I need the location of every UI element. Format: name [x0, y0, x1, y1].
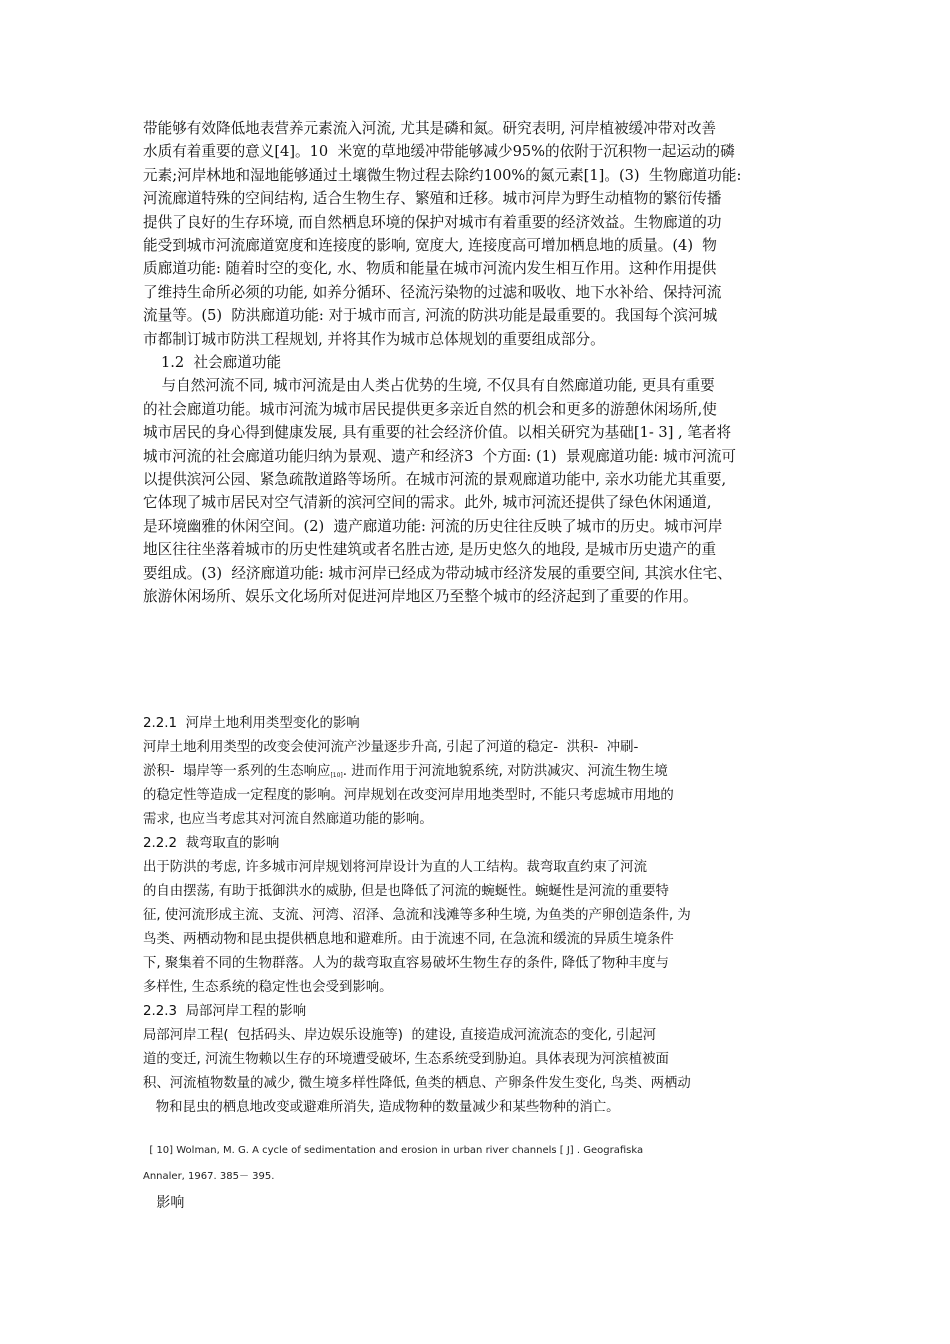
text-line: 提供了良好的生存环境, 而自然栖息环境的保护对城市有着重要的经济效益。生物廊道的功: [143, 213, 722, 231]
local-works-section: [143, 1000, 823, 1120]
text-line: 河流廊道特殊的空间结构, 适合生物生存、繁殖和迁移。城市河岸为野生动植物的繁衍传播: [143, 190, 722, 208]
text-line: 城市居民的身心得到健康发展, 具有重要的社会经济价值。以相关研究为基础[1- 3] , 笔者将: [143, 424, 732, 442]
text-line: 带能够有效降低地表营养元素流入河流, 尤其是磷和氮。研究表明, 河岸植被缓冲带对改善: [143, 120, 717, 137]
text-line: 以提供滨河公园、紧急疏散道路等场所。在城市河流的景观廊道功能中, 亲水功能尤其重要,: [143, 470, 727, 488]
social-corridor-section: [143, 351, 823, 608]
text-line: 需求, 也应当考虑其对河流自然廊道功能的影响。: [143, 812, 433, 827]
trailing-text: 影响: [143, 1195, 185, 1211]
text-line: 质廊道功能: 随着时空的变化, 水、物质和能量在城市河流内发生相互作用。这种作用提供: [143, 260, 717, 278]
reference-line: Annaler, 1967. 385－ 395.: [143, 1171, 275, 1182]
section-heading: 2.2.1 河岸土地利用类型变化的影响: [143, 716, 360, 731]
text-line: 流量等。(5) 防洪廊道功能: 对于城市而言, 河流的防洪功能是最重要的。我国每个滨河城: [143, 307, 718, 325]
text-line: 道的变迁, 河流生物赖以生存的环境遭受破坏, 生态系统受到胁迫。具体表现为河滨植被面: [143, 1052, 669, 1067]
text-line: 的自由摆荡, 有助于抵御洪水的威胁, 但是也降低了河流的蜿蜒性。蜿蜒性是河流的重要特: [143, 884, 669, 899]
straightening-section: [143, 832, 823, 1000]
section-heading: 1.2 社会廊道功能: [161, 354, 282, 371]
text-line: 地区往往坐落着城市的历史性建筑或者名胜古迹, 是历史悠久的地段, 是城市历史遗产的重: [143, 541, 717, 559]
text-line: 了维持生命所必须的功能, 如养分循环、径流污染物的过滤和吸收、地下水补给、保持河流: [143, 283, 722, 301]
text-fragment: 淤积- 塌岸等一系列的生态响应: [143, 764, 331, 779]
text-line: 下, 聚集着不同的生物群落。人为的裁弯取直容易破坏生物生存的条件, 降低了物种丰度与: [143, 956, 669, 971]
text-fragment: . 进而作用于河流地貌系统, 对防洪减灾、河流生物生境: [342, 764, 668, 779]
text-line: 局部河岸工程( 包括码头、岸边娱乐设施等) 的建设, 直接造成河流流态的变化, 引起河: [143, 1028, 657, 1043]
intro-paragraph: [143, 117, 823, 351]
text-line: 鸟类、两栖动物和昆虫提供栖息地和避难所。由于流速不同, 在急流和缓流的异质生境条件: [143, 932, 674, 947]
text-line: 与自然河流不同, 城市河流是由人类占优势的生境, 不仅具有自然廊道功能, 更具有重要: [143, 377, 715, 395]
text-line: 多样性, 生态系统的稳定性也会受到影响。: [143, 980, 393, 995]
land-use-section: [143, 712, 823, 832]
text-line: 旅游休闲场所、娱乐文化场所对促进河岸地区乃至整个城市的经济起到了重要的作用。: [143, 587, 698, 605]
text-line: [143, 760, 823, 784]
text-line: 河岸土地利用类型的改变会使河流产沙量逐步升高, 引起了河道的稳定- 洪积- 冲刷-: [143, 740, 639, 755]
text-line: 水质有着重要的意义[4]。10 米宽的草地缓冲带能够减少95%的依附于沉积物一起运动的磷: [143, 143, 735, 161]
section-heading: 2.2.3 局部河岸工程的影响: [143, 1004, 307, 1019]
citation-marker: [10]: [330, 772, 343, 779]
text-line: 它体现了城市居民对空气清新的滨河空间的需求。此外, 城市河流还提供了绿色休闲通道,: [143, 494, 712, 512]
text-line: 出于防洪的考虑, 许多城市河岸规划将河岸设计为直的人工结构。裁弯取直约束了河流: [143, 860, 647, 875]
text-line: 积、河流植物数量的减少, 微生境多样性降低, 鱼类的栖息、产卵条件发生变化, 鸟类、两栖动: [143, 1076, 691, 1091]
text-line: 城市河流的社会廊道功能归纳为景观、遗产和经济3 个方面: (1) 景观廊道功能: 城市河流可: [143, 447, 737, 465]
reference-line: [ 10] Wolman, M. G. A cycle of sedimentation and erosion in urban river channels [ J] . Geografiska: [143, 1145, 644, 1156]
text-line: 物和昆虫的栖息地改变或避难所消失, 造成物种的数量减少和某些物种的消亡。: [143, 1100, 620, 1115]
footnote-area: [143, 1138, 823, 1216]
text-line: 能受到城市河流廊道宽度和连接度的影响, 宽度大, 连接度高可增加栖息地的质量。(4) 物: [143, 236, 717, 254]
text-line: 的社会廊道功能。城市河流为城市居民提供更多亲近自然的机会和更多的游憩休闲场所,使: [143, 400, 717, 418]
text-line: 是环境幽雅的休闲空间。(2) 遗产廊道功能: 河流的历史往往反映了城市的历史。城市河岸: [143, 517, 723, 535]
text-line: 要组成。(3) 经济廊道功能: 城市河岸已经成为带动城市经济发展的重要空间, 其滨水住宅、: [143, 564, 732, 582]
section-heading: 2.2.2 裁弯取直的影响: [143, 836, 280, 851]
text-line: 的稳定性等造成一定程度的影响。河岸规划在改变河岸用地类型时, 不能只考虑城市用地的: [143, 788, 674, 803]
text-line: 元素;河岸林地和湿地能够通过土壤微生物过程去除约100%的氮元素[1]。(3) 生物廊道功能:: [143, 166, 742, 184]
text-line: 市都制订城市防洪工程规划, 并将其作为城市总体规划的重要组成部分。: [143, 330, 605, 348]
text-line: 征, 使河流形成主流、支流、河湾、沼泽、急流和浅滩等多种生境, 为鱼类的产卵创造条件, 为: [143, 908, 691, 923]
